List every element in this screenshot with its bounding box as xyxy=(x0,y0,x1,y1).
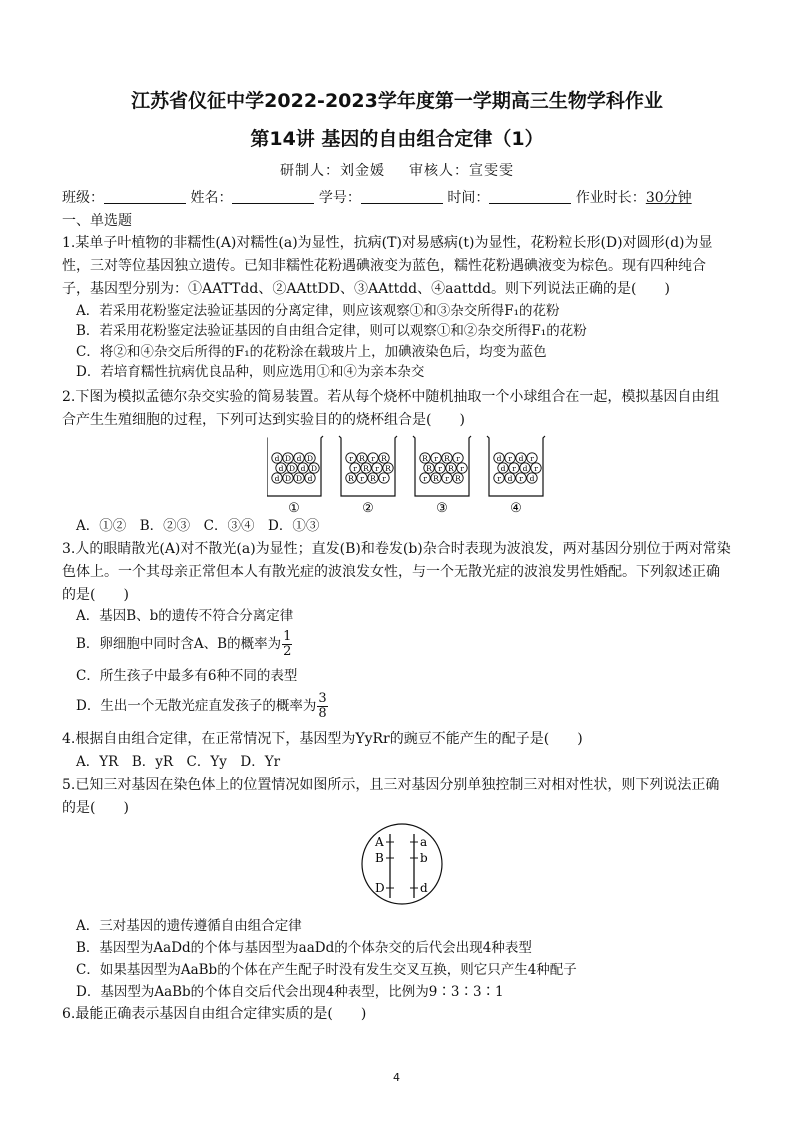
beaker-ball-label: r xyxy=(519,473,523,483)
question-3-option-c: C．所生孩子中最多有6种不同的表型 xyxy=(76,668,298,684)
reviewer-label: 审核人：宣雯雯 xyxy=(409,163,514,179)
beaker-ball-label: d xyxy=(529,473,535,483)
beaker-ball-label: d xyxy=(274,453,280,463)
beaker-ball-label: r xyxy=(456,453,460,463)
beaker-ball-label: d xyxy=(496,453,502,463)
beaker-ball-label: D xyxy=(310,463,318,473)
gene-label-a: a xyxy=(420,835,428,849)
beaker-ball-label: D xyxy=(288,463,296,473)
page-number: 4 xyxy=(393,1071,400,1084)
student-info-line xyxy=(62,187,732,207)
id-blank xyxy=(361,190,443,204)
beaker-ball-label: R xyxy=(363,463,369,473)
beaker-ball-label: r xyxy=(353,463,357,473)
question-1-option-d: D．若培育糯性抗病优良品种，则应选用①和④为亲本杂交 xyxy=(76,364,425,380)
id-label: 学号： xyxy=(318,190,361,206)
beaker-ball-label: R xyxy=(385,463,391,473)
name-blank xyxy=(232,190,314,204)
beaker-ball-label: D xyxy=(306,453,314,463)
question-4-options: A．YR B．yR C．Yy D．Yr xyxy=(76,754,281,770)
question-1-option-c: C．将②和④杂交后所得的F₁的花粉涂在载玻片上，加碘液染色后，均变为蓝色 xyxy=(76,344,547,360)
time-label: 时间： xyxy=(447,190,490,206)
fraction-numerator: 3 xyxy=(318,691,327,706)
author-label: 研制人：刘金媛 xyxy=(280,163,385,179)
class-label: 班级： xyxy=(62,190,104,206)
beaker-ball-label: r xyxy=(434,453,438,463)
beaker-ball-label: R xyxy=(359,453,365,463)
beaker-ball-label: r xyxy=(445,473,449,483)
beaker-ball-label: R xyxy=(348,473,354,483)
beaker-label: ④ xyxy=(510,501,522,516)
duration-label: 作业时长： xyxy=(575,190,646,206)
question-5-option-a: A．三对基因的遗传遵循自由组合定律 xyxy=(76,918,302,934)
cell-outline xyxy=(362,824,442,904)
beaker-label: ③ xyxy=(436,501,448,516)
question-3-option-a: A．基因B、b的遗传不符合分离定律 xyxy=(76,608,294,624)
beaker-ball-label: d xyxy=(296,453,302,463)
fraction-denominator: 2 xyxy=(283,644,292,659)
beaker-ball-label: r xyxy=(349,453,353,463)
beaker-label: ② xyxy=(362,501,374,516)
question-4-text: 4.根据自由组合定律，在正常情况下，基因型为YyRr的豌豆不能产生的配子是( ) xyxy=(62,731,583,747)
question-5-option-c: C．如果基因型为AaBb的个体在产生配子时没有发生交叉互换，则它只产生4种配子 xyxy=(76,962,577,978)
question-3-option-d xyxy=(76,690,732,722)
beaker-ball-label: R xyxy=(455,473,461,483)
beaker-ball-label: r xyxy=(530,453,534,463)
question-2-text: 2.下图为模拟孟德尔杂交实验的简易装置。若从每个烧杯中随机抽取一个小球组合在一起，模拟基因自由组合产生生殖细胞的过程，下列可达到实验目的的烧杯组合是( ) xyxy=(62,389,720,428)
beaker-ball-label: R xyxy=(422,453,428,463)
fraction-three-eighths xyxy=(317,692,327,721)
fraction-one-half xyxy=(282,630,292,659)
time-blank xyxy=(489,190,571,204)
chromosome-figure xyxy=(360,822,444,906)
question-2-options: A．①② B．②③ C．③④ D．①③ xyxy=(76,518,320,534)
question-1-option-b: B．若采用花粉鉴定法验证基因的自由组合定律，则可以观察①和②杂交所得F₁的花粉 xyxy=(76,323,587,339)
beaker-ball-label: r xyxy=(512,463,516,473)
beaker-ball-label: d xyxy=(507,473,513,483)
lesson-title: 第14讲 基因的自由组合定律（1） xyxy=(250,128,544,150)
duration-value: 30分钟 xyxy=(645,190,692,206)
beaker-ball-label: R xyxy=(444,453,450,463)
beaker-ball-label: D xyxy=(284,473,292,483)
beaker-ball-label: D xyxy=(295,473,303,483)
beaker-ball-label: R xyxy=(370,473,376,483)
gene-label-b: b xyxy=(420,851,428,865)
beaker-ball-label: d xyxy=(278,463,284,473)
author-line xyxy=(62,160,732,180)
question-6-text: 6.最能正确表示基因自由组合定律实质的是( ) xyxy=(62,1006,367,1022)
beaker-ball-label: d xyxy=(518,453,524,463)
question-3-option-b-text: B．卵细胞中同时含A、B的概率为 xyxy=(76,636,282,652)
section-title: 一、单选题 xyxy=(62,213,132,229)
beaker-ball-label: r xyxy=(371,453,375,463)
beaker-ball-label: r xyxy=(382,473,386,483)
gene-label-d: d xyxy=(420,881,428,895)
gene-label-A: A xyxy=(375,835,384,849)
beaker-ball-label: r xyxy=(438,463,442,473)
question-3-text: 3.人的眼睛散光(A)对不散光(a)为显性；直发(B)和卷发(b)杂合时表现为波浪发，两对基因分别位于两对常染色体上。一个其母亲正常但本人有散光症的波浪发女性，与一个无散光症的波浪发男性婚配。下列叙述正确的是( ) xyxy=(62,541,731,603)
beaker-label: ① xyxy=(288,501,300,516)
beaker-ball-label: R xyxy=(381,453,387,463)
question-1-option-a: A．若采用花粉鉴定法验证基因的分离定律，则应该观察①和③杂交所得F₁的花粉 xyxy=(76,303,560,319)
beaker-ball-label: d xyxy=(522,463,528,473)
beaker-ball-label: R xyxy=(448,463,454,473)
fraction-denominator: 8 xyxy=(318,706,327,721)
beaker-ball-label: R xyxy=(433,473,439,483)
beaker-ball-label: r xyxy=(497,473,501,483)
name-label: 姓名： xyxy=(190,190,233,206)
question-5-option-b: B．基因型为AaDd的个体与基因型为aaDd的个体杂交的后代会出现4种表型 xyxy=(76,940,532,956)
beaker-ball-label: r xyxy=(460,463,464,473)
beaker-ball-label: d xyxy=(300,463,306,473)
class-blank xyxy=(104,190,186,204)
question-5-text: 5.已知三对基因在染色体上的位置情况如图所示，且三对基因分别单独控制三对相对性状，则下列说法正确的是( ) xyxy=(62,777,720,816)
gene-label-D: D xyxy=(375,881,385,895)
document-title: 江苏省仪征中学2022-2023学年度第一学期高三生物学科作业 xyxy=(131,90,663,112)
question-1-text: 1.某单子叶植物的非糯性(A)对糯性(a)为显性，抗病(T)对易感病(t)为显性，花粉粒长形(D)对圆形(d)为显性，三对等位基因独立遗传。已知非糯性花粉遇碘液变为蓝色，糯性花粉遇碘液变为棕色。现有四种纯合子，基因型分别为：①AATTdd、②AAttDD、③AAttdd、④aattdd。则下列说法正确的是( ) xyxy=(62,235,713,297)
beaker-ball-label: r xyxy=(360,473,364,483)
gene-label-B: B xyxy=(375,851,384,865)
beaker-ball-label: r xyxy=(534,463,538,473)
question-3-option-d-text: D．生出一个无散光症直发孩子的概率为 xyxy=(76,698,317,714)
beaker-ball-label: d xyxy=(307,473,313,483)
fraction-numerator: 1 xyxy=(283,629,292,644)
question-5-option-d: D．基因型为AaBb的个体自交后代会出现4种表型，比例为9∶3∶3∶1 xyxy=(76,984,504,1000)
beaker-ball-label: d xyxy=(274,473,280,483)
beaker-ball-label: d xyxy=(500,463,506,473)
beaker-ball-label: r xyxy=(508,453,512,463)
question-3-option-b xyxy=(76,628,732,660)
beaker-ball-label: r xyxy=(375,463,379,473)
beaker-ball-label: r xyxy=(423,473,427,483)
beaker-ball-label: R xyxy=(426,463,432,473)
beaker-figure xyxy=(267,432,557,516)
beaker-ball-label: D xyxy=(284,453,292,463)
